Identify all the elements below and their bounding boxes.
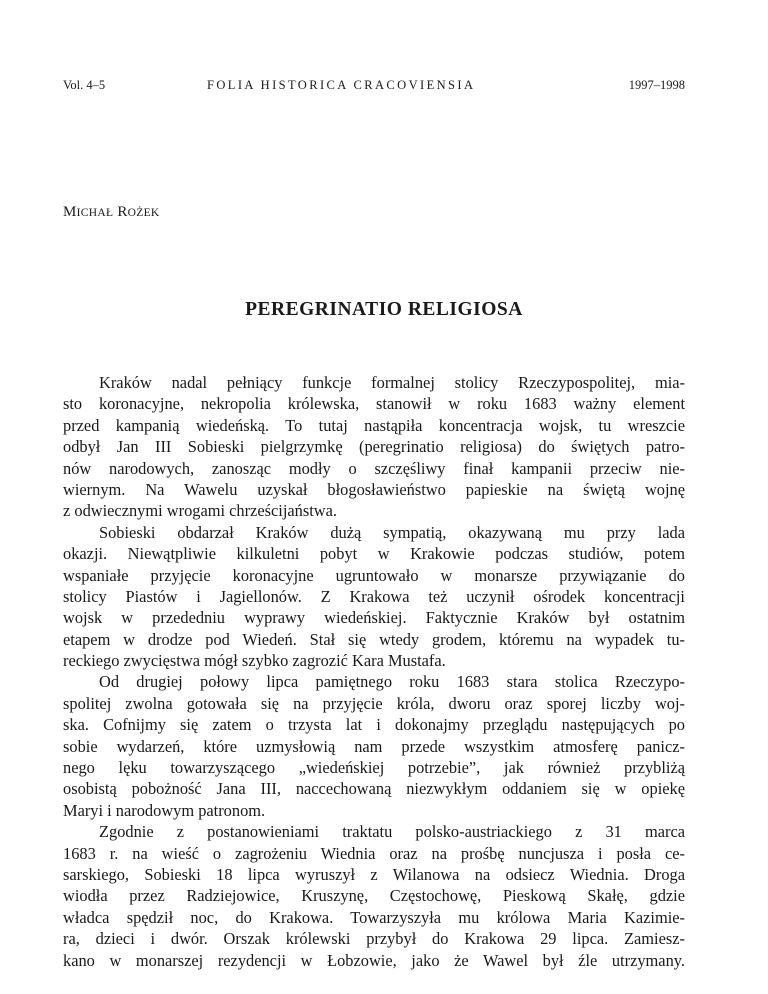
years-label: 1997–1998 xyxy=(628,78,685,92)
text-line: wiernym. Na Wawelu uzyskał błogosławieństwo papieskie na świętą wojnę xyxy=(63,479,685,499)
author-last-initial: R xyxy=(117,204,128,220)
text-line: Od drugiej połowy lipca pamiętnego roku 1683 stara stolica Rzeczypo- xyxy=(99,672,685,692)
text-line: ska. Cofnijmy się zatem o trzysta lat i dokonajmy przeglądu następujących po xyxy=(63,715,685,735)
text-line: spolitej zwolna gotowała się na przyjęcie króla, dworu oraz sporej liczby woj- xyxy=(63,693,685,713)
text-line: osobistą pobożność Jana III, naccechowaną niezwykłym oddaniem się w opiekę xyxy=(63,779,685,799)
text-line: Sobieski obdarzał Kraków dużą sympatią, okazywaną mu przy lada xyxy=(99,522,685,542)
text-line: 1683 r. na wieść o zagrożeniu Wiednia oraz na prośbę nuncjusza i posła ce- xyxy=(63,843,685,863)
author-last-rest: OŻEK xyxy=(127,207,160,219)
text-line: wiodła przez Radziejowice, Kruszynę, Częstochowę, Pieskową Skałę, gdzie xyxy=(63,886,685,906)
text-line: władca spędził noc, do Krakowa. Towarzyszyła mu królowa Maria Kazimie- xyxy=(63,907,685,927)
text-line: wojsk w przededniu wyprawy wiedeńskiej. Faktycznie Kraków był ostatnim xyxy=(63,608,685,628)
text-line: kano w monarszej rezydencji w Łobzowie, jako że Wawel był źle utrzymany. xyxy=(63,950,685,970)
text-line: sobie wydarzeń, które uzmysłowią nam przede wszystkim atmosferę panicz- xyxy=(63,736,685,756)
text-line: Kraków nadal pełniący funkcje formalnej stolicy Rzeczypospolitej, mia- xyxy=(99,373,685,392)
text-line: Maryi i narodowym patronom. xyxy=(63,800,266,820)
text-line: z odwiecznymi wrogami chrześcijaństwa. xyxy=(63,501,337,521)
volume-label: Vol. 4–5 xyxy=(63,78,106,92)
text-line: Zgodnie z postanowieniami traktatu polsko-austriackiego z 31 marca xyxy=(99,822,685,842)
article-title: PEREGRINATIO RELIGIOSA xyxy=(245,299,523,320)
text-line: przed kampanią wiedeńską. To tutaj nastąpiła koncentracja wojsk, tu wreszcie xyxy=(63,415,685,435)
text-line: sto koronacyjne, nekropolia królewska, stanowił w roku 1683 ważny element xyxy=(63,394,685,414)
text-line: okazji. Niewątpliwie kilkuletni pobyt w Krakowie podczas studiów, potem xyxy=(63,544,685,564)
running-head xyxy=(63,78,685,98)
author-name xyxy=(63,204,160,221)
text-line: etapem w drodze pod Wiedeń. Stał się wtedy grodem, któremu na wypadek tu- xyxy=(63,629,685,649)
text-line: nów narodowych, zanosząc modły o szczęśliwy finał kampanii przeciw nie- xyxy=(63,458,685,478)
text-line: reckiego zwycięstwa mógł szybko zagrozić Kara Mustafa. xyxy=(63,651,446,671)
text-line: stolicy Piastów i Jagiellonów. Z Krakowa też uczynił ośrodek koncentracji xyxy=(63,586,685,606)
text-line: nego lęku towarzyszącego „wiedeńskiej potrzebie”, jak również przybliżą xyxy=(63,758,685,778)
text-line: sarskiego, Sobieski 18 lipca wyruszył z Wilanowa na odsiecz Wiednia. Droga xyxy=(63,864,685,884)
text-line: odbył Jan III Sobieski pielgrzymkę (peregrinatio religiosa) do świętych patro- xyxy=(63,437,685,457)
article-body xyxy=(63,372,685,971)
text-line: wspaniałe przyjęcie koronacyjne ugruntowało w monarsze przywiązanie do xyxy=(63,565,685,585)
author-first-rest: ICHAŁ xyxy=(76,207,114,219)
text-line: ra, dzieci i dwór. Orszak królewski przybył do Krakowa 29 lipca. Zamiesz- xyxy=(63,929,685,949)
author-first-initial: M xyxy=(63,204,77,220)
journal-title: FOLIA HISTORICA CRACOVIENSIA xyxy=(207,78,476,92)
